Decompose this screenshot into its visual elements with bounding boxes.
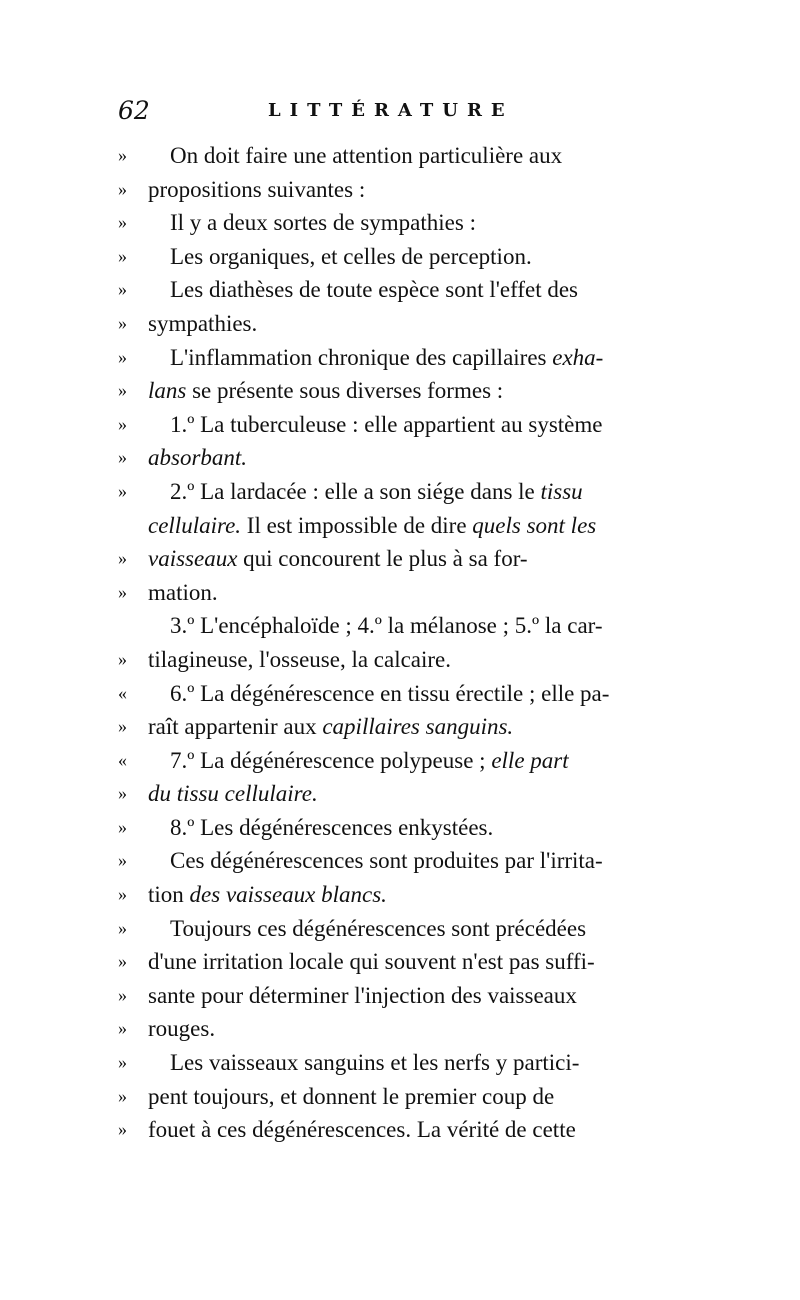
quote-mark: »	[118, 346, 127, 367]
quote-mark: «	[118, 682, 127, 703]
quote-mark: »	[118, 178, 127, 199]
italic-text: des vaisseaux blancs.	[189, 882, 387, 908]
quote-mark: »	[118, 716, 127, 737]
text-line	[118, 139, 688, 173]
text-line	[118, 374, 688, 408]
roman-text: Ces dégénérescences sont produites par l'irrita-	[170, 848, 603, 874]
quote-mark: »	[118, 648, 127, 669]
text-line	[118, 1046, 688, 1080]
italic-text: cellulaire.	[148, 512, 242, 538]
roman-text: mation.	[148, 579, 218, 605]
roman-text: Il y a deux sortes de sympathies :	[170, 210, 476, 236]
text-line	[118, 475, 688, 509]
quote-mark: »	[118, 548, 127, 569]
text-line	[118, 173, 688, 207]
quote-mark: »	[118, 984, 127, 1005]
quote-mark: »	[118, 581, 127, 602]
text-line	[118, 408, 688, 442]
line-text	[148, 307, 257, 341]
roman-text: d'une irritation locale qui souvent n'est pas suffi-	[148, 949, 595, 975]
body-text	[118, 139, 688, 1147]
text-line	[118, 509, 688, 543]
text-line	[118, 677, 688, 711]
line-text	[170, 1046, 579, 1080]
line-text	[148, 945, 595, 979]
text-line	[118, 777, 688, 811]
line-text	[170, 811, 493, 845]
quote-mark: »	[118, 917, 127, 938]
roman-text: Toujours ces dégénérescences sont précédées	[170, 915, 587, 941]
line-text	[148, 1080, 554, 1114]
roman-text: raît appartenir aux	[148, 714, 323, 740]
text-line	[118, 206, 688, 240]
quote-mark: »	[118, 447, 127, 468]
text-line	[118, 811, 688, 845]
line-text	[148, 878, 387, 912]
line-text	[170, 912, 586, 946]
text-line	[118, 744, 688, 778]
quote-mark: »	[118, 816, 127, 837]
roman-text: 8.º Les dégénérescences enkystées.	[170, 814, 494, 840]
text-line	[118, 912, 688, 946]
roman-text: sante pour déterminer l'injection des vaisseaux	[148, 982, 577, 1008]
running-title: LITTÉRATURE	[268, 100, 514, 121]
italic-text: absorbant.	[148, 445, 248, 471]
line-text	[148, 1113, 576, 1147]
text-line	[118, 710, 688, 744]
line-text	[148, 710, 513, 744]
italic-text: quels sont les	[472, 512, 597, 538]
roman-text: 6.º La dégénérescence en tissu érectile ; elle pa-	[170, 680, 610, 706]
roman-text: sympathies.	[148, 310, 258, 336]
roman-text: se présente sous diverses formes :	[186, 378, 504, 404]
line-text	[148, 979, 577, 1013]
line-text	[148, 643, 451, 677]
line-text	[148, 173, 365, 207]
line-text	[148, 542, 528, 576]
italic-text: lans	[148, 378, 187, 404]
italic-text: du tissu cellulaire.	[148, 781, 318, 807]
text-line	[118, 1113, 688, 1147]
quote-mark: »	[118, 951, 127, 972]
roman-text: propositions suivantes :	[148, 176, 366, 202]
line-text	[170, 341, 603, 375]
quote-mark: »	[118, 884, 127, 905]
line-text	[148, 509, 596, 543]
roman-text: 3.º L'encéphaloïde ; 4.º la mélanose ; 5.º la car-	[170, 613, 603, 639]
line-text	[170, 844, 603, 878]
text-line	[118, 844, 688, 878]
roman-text: Les vaisseaux sanguins et les nerfs y partici-	[170, 1050, 580, 1076]
italic-text: capillaires sanguins.	[322, 714, 514, 740]
quote-mark: »	[118, 1018, 127, 1039]
roman-text: On doit faire une attention particulière aux	[170, 143, 563, 168]
text-line	[118, 307, 688, 341]
quote-mark: »	[118, 380, 127, 401]
roman-text: 7.º La dégénérescence polypeuse ;	[170, 747, 492, 773]
text-line	[118, 643, 688, 677]
quote-mark: »	[118, 1085, 127, 1106]
line-text	[148, 1012, 215, 1046]
roman-text: tilagineuse, l'osseuse, la calcaire.	[148, 646, 452, 672]
text-line	[118, 273, 688, 307]
text-line	[118, 576, 688, 610]
text-line	[118, 979, 688, 1013]
line-text	[148, 441, 247, 475]
text-line	[118, 945, 688, 979]
italic-text: exha-	[552, 344, 604, 370]
quote-mark: »	[118, 145, 127, 165]
text-line	[118, 609, 688, 643]
text-line	[118, 878, 688, 912]
text-line	[118, 441, 688, 475]
quote-mark: «	[118, 749, 127, 770]
text-line	[118, 542, 688, 576]
line-text	[148, 374, 503, 408]
text-line	[118, 240, 688, 274]
quote-mark: »	[118, 783, 127, 804]
roman-text: pent toujours, et donnent le premier coup de	[148, 1083, 555, 1109]
page-header	[118, 96, 678, 130]
line-text	[170, 744, 569, 778]
line-text	[148, 777, 318, 811]
quote-mark: »	[118, 413, 127, 434]
quote-mark: »	[118, 1052, 127, 1073]
roman-text: qui concourent le plus à sa for-	[237, 546, 528, 572]
line-text	[170, 609, 603, 643]
line-text	[148, 576, 218, 610]
roman-text: fouet à ces dégénérescences. La vérité de cette	[148, 1117, 576, 1143]
line-text	[170, 273, 578, 307]
roman-text: Il est impossible de dire	[241, 512, 473, 538]
line-text	[170, 475, 583, 509]
quote-mark: »	[118, 212, 127, 233]
text-line	[118, 341, 688, 375]
roman-text: Les diathèses de toute espèce sont l'effet des	[170, 277, 578, 303]
line-text	[170, 206, 476, 240]
line-text	[170, 408, 602, 442]
quote-mark: »	[118, 1119, 127, 1140]
italic-text: vaisseaux	[148, 546, 238, 572]
quote-mark: »	[118, 245, 127, 266]
roman-text: rouges.	[148, 1016, 216, 1042]
line-text	[170, 139, 562, 173]
italic-text: elle part	[491, 747, 569, 773]
italic-text: tissu	[540, 478, 583, 504]
quote-mark: »	[118, 279, 127, 300]
roman-text: 2.º La lardacée : elle a son siége dans le	[170, 478, 541, 504]
text-line	[118, 1080, 688, 1114]
roman-text: tion	[148, 882, 190, 908]
quote-mark: »	[118, 312, 127, 333]
page-number: 62	[118, 96, 150, 125]
text-line	[118, 1012, 688, 1046]
line-text	[170, 677, 609, 711]
roman-text: Les organiques, et celles de perception.	[170, 243, 532, 269]
roman-text: 1.º La tuberculeuse : elle appartient au système	[170, 411, 603, 437]
quote-mark: »	[118, 480, 127, 501]
roman-text: L'inflammation chronique des capillaires	[170, 344, 553, 370]
line-text	[170, 240, 532, 274]
quote-mark: »	[118, 850, 127, 871]
